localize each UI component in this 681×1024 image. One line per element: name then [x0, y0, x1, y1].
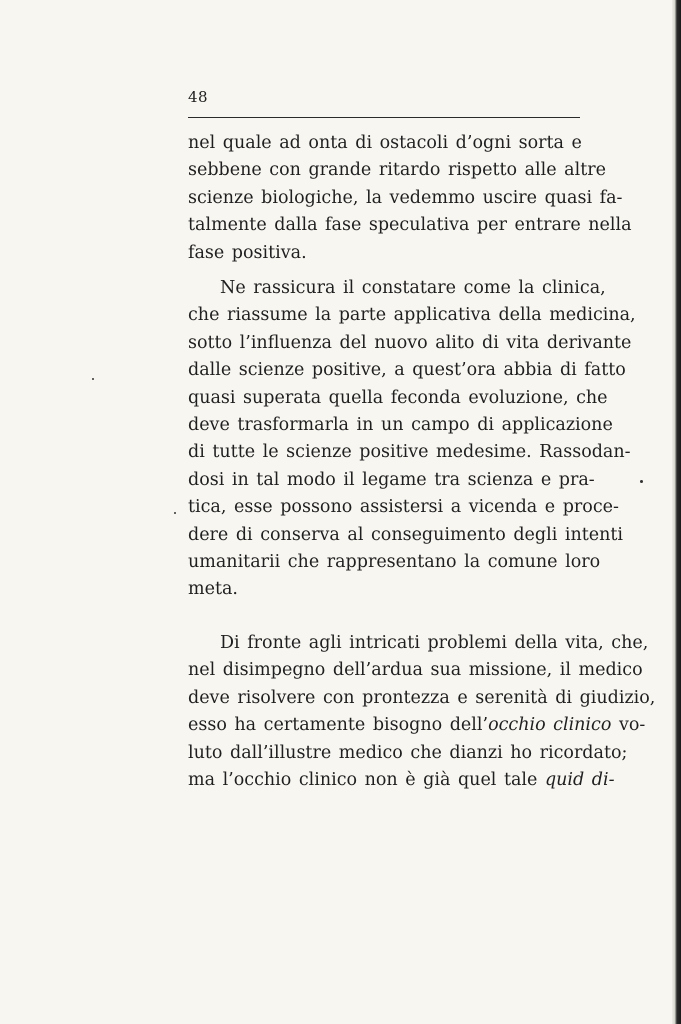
text-line: nel quale ad onta di ostacoli d’ogni sorta e [188, 133, 582, 153]
text-run: ma l’occhio clinico non è già quel tale [188, 769, 545, 790]
text-line: meta. [188, 579, 238, 600]
text-run: vo- [611, 715, 646, 736]
text-line: luto dall’illustre medico che dianzi ho ricordato; [188, 742, 628, 763]
paragraph-1 [188, 130, 632, 267]
page-number: 48 [188, 88, 209, 106]
italic-term: quid di- [544, 769, 615, 790]
header-rule [188, 117, 580, 118]
text-line: talmente dalla fase speculativa per entrare nella [188, 215, 632, 236]
text-line: umanitarii che rappresentano la comune loro [188, 551, 601, 572]
text-line: dalle scienze positive, a quest’ora abbia di fatto [188, 360, 626, 381]
text-line: fase positiva. [188, 242, 307, 263]
page-edge-binding [672, 0, 681, 1024]
text-line: sebbene con grande ritardo rispetto alle altre [188, 160, 606, 181]
text-line: dosi in tal modo il legame tra scienza e pra- [188, 469, 595, 490]
text-line: tica, esse possono assistersi a vicenda e proce- [188, 497, 619, 518]
text-line: di tutte le scienze positive medesime. Rassodan- [188, 442, 631, 463]
text-line: scienze biologiche, la vedemmo uscire quasi fa- [188, 187, 623, 208]
text-line: che riassume la parte applicativa della medicina, [188, 305, 636, 326]
paragraph-2 [188, 275, 636, 604]
text-line [188, 767, 615, 794]
text-line: Di fronte agli intricati problemi della vita, che, [220, 633, 649, 653]
paper-speck [174, 512, 176, 514]
text-line: deve risolvere con prontezza e serenità di giudizio, [188, 687, 656, 708]
text-line: Ne rassicura il constatare come la clinica, [220, 278, 606, 298]
text-line [188, 712, 646, 739]
text-line: dere di conserva al conseguimento degli intenti [188, 524, 624, 545]
text-line: sotto l’influenza del nuovo alito di vita derivante [188, 332, 632, 353]
text-line: deve trasformarla in un campo di applicazione [188, 414, 613, 435]
paper-speck [640, 480, 643, 483]
italic-term: occhio clinico [488, 715, 612, 736]
paragraph-3 [188, 630, 656, 794]
text-run: esso ha certamente bisogno dell’ [188, 715, 489, 736]
text-line: nel disimpegno dell’ardua sua missione, il medico [188, 660, 643, 681]
paper-speck [92, 378, 94, 380]
text-line: quasi superata quella feconda evoluzione, che [188, 387, 608, 408]
